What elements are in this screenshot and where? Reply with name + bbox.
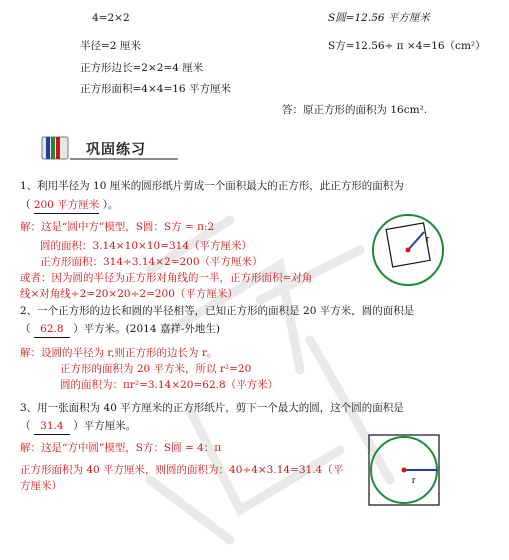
q3-paren-open: （ bbox=[20, 420, 31, 432]
q2-text-line-2 bbox=[20, 321, 220, 338]
q2-paren-open: （ bbox=[20, 323, 31, 335]
q3-text-tail: ）平方厘米。 bbox=[73, 420, 137, 432]
q1-square bbox=[386, 223, 430, 267]
q3-center-dot bbox=[402, 468, 407, 473]
q1-solution-line-2: 正方形面积：314÷3.14×2=200（平方厘米） bbox=[40, 256, 263, 268]
q3-solution-line-1: 正方形面积为 40 平方厘米，则圆的面积为：40÷4×3.14=31.4（平 bbox=[20, 464, 344, 476]
q1-text-line-1: 1、利用半径为 10 厘米的圆形纸片剪成一个面积最大的正方形，此正方形的面积为 bbox=[20, 180, 404, 192]
top-answer: 答：原正方形的面积为 16cm². bbox=[282, 104, 428, 116]
q1-solution-line-4: 线×对角线÷2=20×20÷2=200（平方厘米） bbox=[20, 288, 238, 300]
q3-answer-blank: 31.4 bbox=[34, 418, 70, 435]
section-title: 巩固练习 bbox=[86, 142, 146, 158]
q1-text-line-2 bbox=[20, 197, 118, 214]
q2-text-line-1: 2、一个正方形的边长和圆的半径相等，已知正方形的面积是 20 平方米，圆的面积是 bbox=[20, 305, 415, 317]
q1-answer-blank: 200 平方厘米 bbox=[34, 197, 99, 214]
q1-solution-line-3: 或者：因为圆的半径为正方形对角线的一半，正方形面积=对角 bbox=[20, 272, 313, 284]
top-right-line-2: S方=12.56÷ π ×4=16（cm²） bbox=[328, 40, 486, 52]
top-right-line-1: S圆=12.56 平方厘米 bbox=[328, 12, 430, 24]
q1-center-dot bbox=[406, 248, 411, 253]
q3-text-line-1: 3、用一张面积为 40 平方厘米的正方形纸片，剪下一个最大的圆，这个圆的面积是 bbox=[20, 402, 404, 414]
q1-radius-label: r bbox=[426, 234, 430, 245]
q2-answer-blank: 62.8 bbox=[34, 321, 70, 338]
top-line-3: 正方形边长=2×2=4 厘米 bbox=[80, 62, 204, 74]
q1-paren-close: ）。 bbox=[102, 199, 119, 211]
q3-text-line-2 bbox=[20, 418, 136, 435]
q3-solution-head: 解：这是“方中圆”模型，S方：S圆 = 4：π bbox=[20, 442, 222, 454]
q3-solution-line-2: 方厘米） bbox=[20, 480, 62, 492]
q1-solution-head: 解：这是“圆中方”模型，S圆：S方 = π:2 bbox=[20, 221, 215, 233]
q3-radius-label: r bbox=[412, 475, 416, 486]
q1-solution-line-1: 圆的面积：3.14×10×10=314（平方厘米） bbox=[40, 240, 253, 252]
q2-text-tail: ）平方米。(2014 嘉祥-外地生) bbox=[73, 323, 220, 335]
top-line-4: 正方形面积=4×4=16 平方厘米 bbox=[80, 83, 231, 95]
q1-paren-open: （ bbox=[20, 199, 31, 211]
top-line-1: 4=2×2 bbox=[92, 12, 130, 24]
q1-circle-square-figure bbox=[370, 212, 446, 288]
section-title-banner bbox=[40, 134, 180, 164]
q2-solution-line-3: 圆的面积为：πr²=3.14×20=62.8（平方米） bbox=[60, 379, 279, 391]
q2-solution-line-2: 正方形的面积为 20 平方米，所以 r²=20 bbox=[60, 363, 252, 375]
q2-solution-line-1: 解：设圆的半径为 r,则正方形的边长为 r。 bbox=[20, 347, 218, 359]
q3-square-circle-figure bbox=[366, 432, 442, 508]
q1-radius-line bbox=[408, 232, 424, 250]
top-line-2: 半径=2 厘米 bbox=[80, 40, 141, 52]
